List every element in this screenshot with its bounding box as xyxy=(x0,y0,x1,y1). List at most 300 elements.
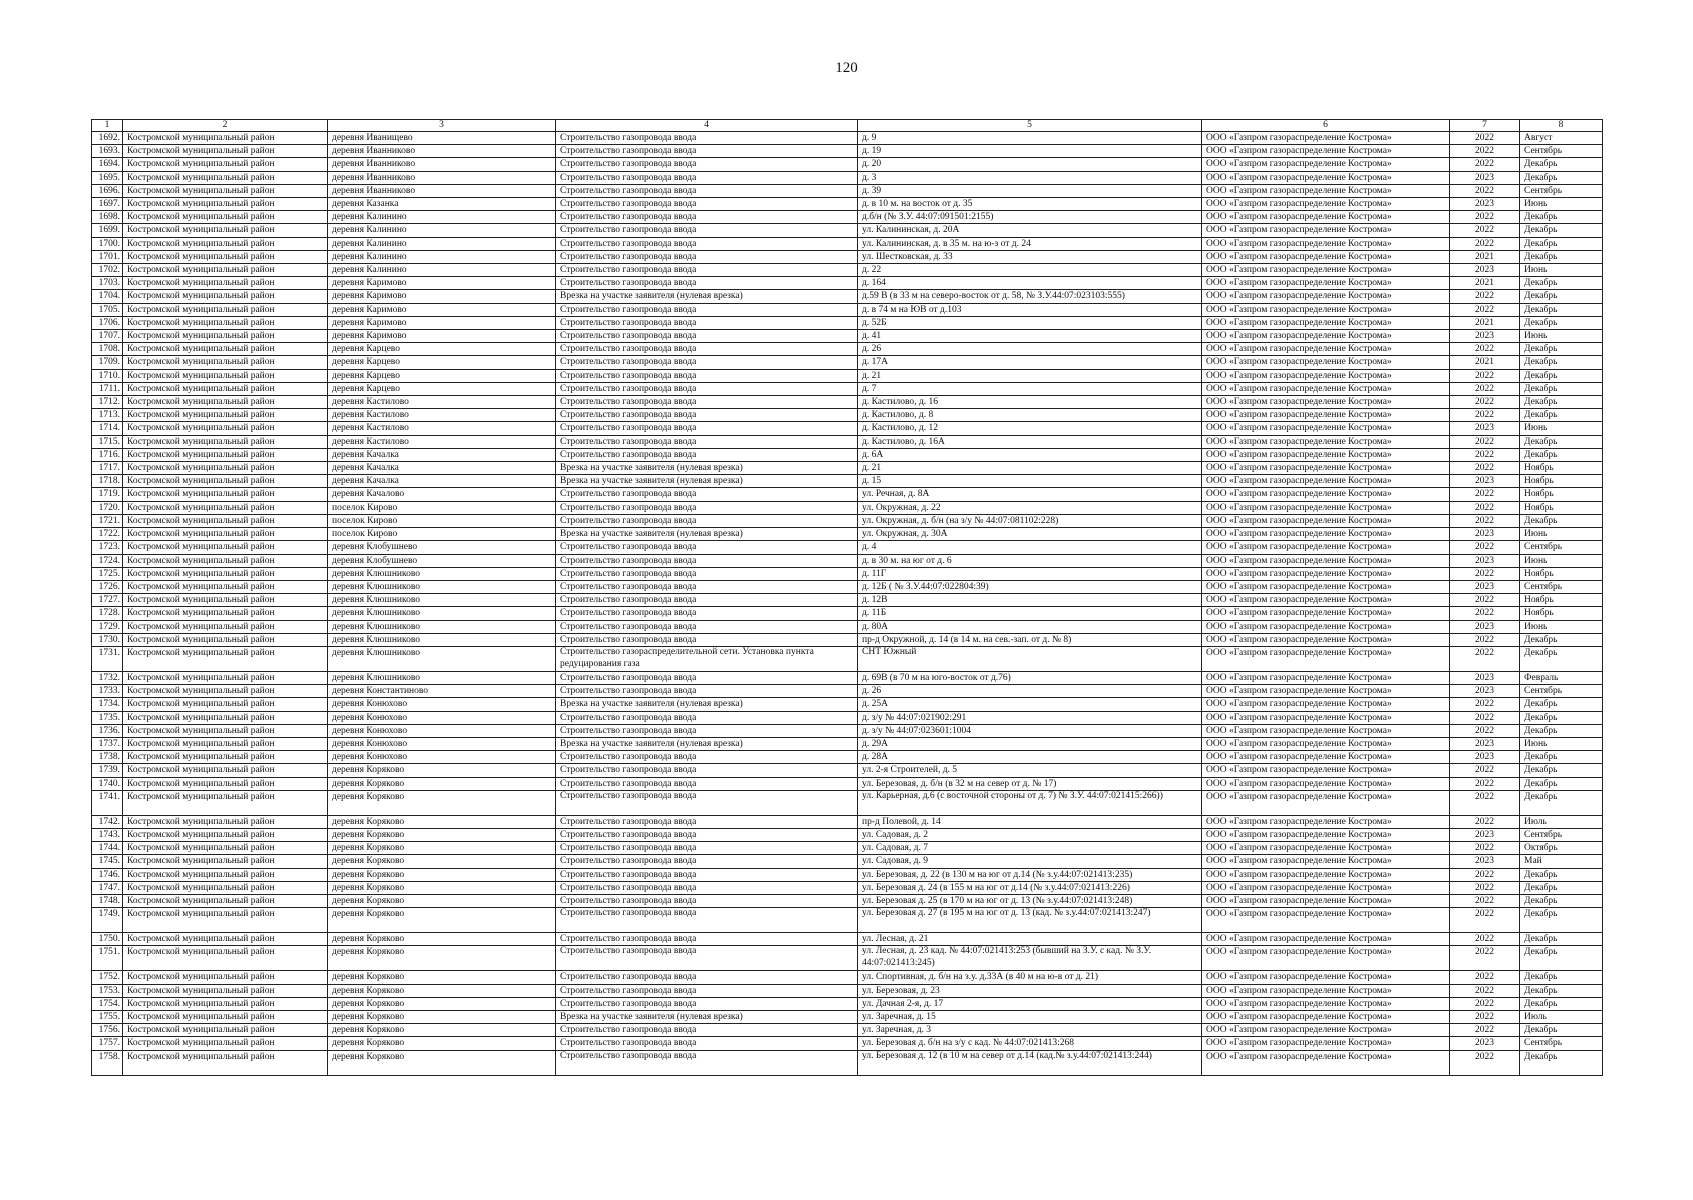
organization-cell: ООО «Газпром газораспределение Кострома» xyxy=(1202,777,1450,790)
district-cell: Костромской муниципальный район xyxy=(123,475,328,488)
month-cell: Ноябрь xyxy=(1520,462,1603,475)
settlement-cell: деревня Коряково xyxy=(328,764,556,777)
row-number: 1698. xyxy=(92,211,123,224)
address-cell: ул. Речная, д. 8А xyxy=(858,488,1202,501)
organization-cell: ООО «Газпром газораспределение Кострома» xyxy=(1202,594,1450,607)
year-cell: 2023 xyxy=(1450,855,1520,868)
row-number: 1697. xyxy=(92,198,123,211)
organization-cell: ООО «Газпром газораспределение Кострома» xyxy=(1202,171,1450,184)
address-cell: д. 15 xyxy=(858,475,1202,488)
address-cell: д. з/у № 44:07:021902:291 xyxy=(858,711,1202,724)
address-cell: д.б/н (№ З.У. 44:07:091501:2155) xyxy=(858,211,1202,224)
table-row xyxy=(92,737,1603,750)
month-cell: Июнь xyxy=(1520,554,1603,567)
row-number: 1742. xyxy=(92,815,123,828)
settlement-cell: деревня Кастилово xyxy=(328,422,556,435)
address-cell: д. 11Б xyxy=(858,607,1202,620)
settlement-cell: деревня Коряково xyxy=(328,790,556,815)
table-row xyxy=(92,580,1603,593)
table-row xyxy=(92,997,1603,1010)
organization-cell: ООО «Газпром газораспределение Кострома» xyxy=(1202,237,1450,250)
settlement-cell: деревня Каримово xyxy=(328,330,556,343)
organization-cell: ООО «Газпром газораспределение Кострома» xyxy=(1202,501,1450,514)
year-cell: 2022 xyxy=(1450,633,1520,646)
table-row xyxy=(92,567,1603,580)
organization-cell: ООО «Газпром газораспределение Кострома» xyxy=(1202,528,1450,541)
year-cell: 2022 xyxy=(1450,567,1520,580)
year-cell: 2022 xyxy=(1450,514,1520,527)
column-header: 7 xyxy=(1450,120,1520,132)
month-cell: Сентябрь xyxy=(1520,145,1603,158)
month-cell: Декабрь xyxy=(1520,764,1603,777)
work-type-cell: Строительство газопровода ввода xyxy=(556,343,858,356)
month-cell: Декабрь xyxy=(1520,868,1603,881)
year-cell: 2021 xyxy=(1450,316,1520,329)
organization-cell: ООО «Газпром газораспределение Кострома» xyxy=(1202,514,1450,527)
district-cell: Костромской муниципальный район xyxy=(123,1010,328,1023)
organization-cell: ООО «Газпром газораспределение Кострома» xyxy=(1202,946,1450,971)
year-cell: 2022 xyxy=(1450,777,1520,790)
year-cell: 2023 xyxy=(1450,751,1520,764)
month-cell: Ноябрь xyxy=(1520,567,1603,580)
organization-cell: ООО «Газпром газораспределение Кострома» xyxy=(1202,724,1450,737)
district-cell: Костромской муниципальный район xyxy=(123,514,328,527)
settlement-cell: деревня Коряково xyxy=(328,997,556,1010)
row-number: 1749. xyxy=(92,908,123,933)
month-cell: Декабрь xyxy=(1520,514,1603,527)
address-cell: ул. Березовая, д. б/н (в 32 м на север от д. № 17) xyxy=(858,777,1202,790)
work-type-cell: Строительство газопровода ввода xyxy=(556,514,858,527)
year-cell: 2021 xyxy=(1450,356,1520,369)
district-cell: Костромской муниципальный район xyxy=(123,881,328,894)
month-cell: Декабрь xyxy=(1520,224,1603,237)
district-cell: Костромской муниципальный район xyxy=(123,462,328,475)
month-cell: Июнь xyxy=(1520,528,1603,541)
table-body xyxy=(92,132,1603,1076)
settlement-cell: деревня Иванниково xyxy=(328,171,556,184)
month-cell: Декабрь xyxy=(1520,751,1603,764)
address-cell: д. 20 xyxy=(858,158,1202,171)
row-number: 1696. xyxy=(92,184,123,197)
work-type-cell: Строительство газопровода ввода xyxy=(556,881,858,894)
district-cell: Костромской муниципальный район xyxy=(123,448,328,461)
district-cell: Костромской муниципальный район xyxy=(123,777,328,790)
district-cell: Костромской муниципальный район xyxy=(123,488,328,501)
work-type-cell: Строительство газопровода ввода xyxy=(556,607,858,620)
table-row xyxy=(92,343,1603,356)
row-number: 1711. xyxy=(92,382,123,395)
month-cell: Декабрь xyxy=(1520,790,1603,815)
work-type-cell: Строительство газопровода ввода xyxy=(556,132,858,145)
work-type-cell: Строительство газопровода ввода xyxy=(556,764,858,777)
organization-cell: ООО «Газпром газораспределение Кострома» xyxy=(1202,132,1450,145)
month-cell: Декабрь xyxy=(1520,724,1603,737)
address-cell: д. 29А xyxy=(858,737,1202,750)
year-cell: 2022 xyxy=(1450,842,1520,855)
row-number: 1727. xyxy=(92,594,123,607)
organization-cell: ООО «Газпром газораспределение Кострома» xyxy=(1202,158,1450,171)
month-cell: Декабрь xyxy=(1520,250,1603,263)
organization-cell: ООО «Газпром газораспределение Кострома» xyxy=(1202,815,1450,828)
table-row xyxy=(92,435,1603,448)
row-number: 1732. xyxy=(92,671,123,684)
settlement-cell: деревня Иванниково xyxy=(328,145,556,158)
row-number: 1724. xyxy=(92,554,123,567)
year-cell: 2022 xyxy=(1450,894,1520,907)
settlement-cell: деревня Иванищево xyxy=(328,132,556,145)
month-cell: Сентябрь xyxy=(1520,541,1603,554)
year-cell: 2022 xyxy=(1450,488,1520,501)
year-cell: 2022 xyxy=(1450,435,1520,448)
address-cell: д. Кастилово, д. 16А xyxy=(858,435,1202,448)
month-cell: Декабрь xyxy=(1520,158,1603,171)
district-cell: Костромской муниципальный район xyxy=(123,711,328,724)
table-row xyxy=(92,946,1603,971)
work-type-cell: Строительство газопровода ввода xyxy=(556,356,858,369)
year-cell: 2023 xyxy=(1450,1037,1520,1050)
year-cell: 2022 xyxy=(1450,946,1520,971)
column-header: 2 xyxy=(123,120,328,132)
work-type-cell: Строительство газопровода ввода xyxy=(556,908,858,933)
organization-cell: ООО «Газпром газораспределение Кострома» xyxy=(1202,737,1450,750)
year-cell: 2022 xyxy=(1450,343,1520,356)
organization-cell: ООО «Газпром газораспределение Кострома» xyxy=(1202,330,1450,343)
table-row xyxy=(92,501,1603,514)
year-cell: 2022 xyxy=(1450,933,1520,946)
row-number: 1751. xyxy=(92,946,123,971)
month-cell: Декабрь xyxy=(1520,409,1603,422)
address-cell: ул. Калининская, д. в 35 м. на ю-з от д. 24 xyxy=(858,237,1202,250)
address-cell: СНТ Южный xyxy=(858,646,1202,671)
settlement-cell: деревня Клюшниково xyxy=(328,646,556,671)
year-cell: 2022 xyxy=(1450,868,1520,881)
work-type-cell: Строительство газопровода ввода xyxy=(556,984,858,997)
district-cell: Костромской муниципальный район xyxy=(123,828,328,841)
year-cell: 2023 xyxy=(1450,580,1520,593)
year-cell: 2023 xyxy=(1450,671,1520,684)
month-cell: Июнь xyxy=(1520,737,1603,750)
address-cell: ул. Березовая, д. 23 xyxy=(858,984,1202,997)
settlement-cell: деревня Коряково xyxy=(328,1024,556,1037)
work-type-cell: Строительство газопровода ввода xyxy=(556,751,858,764)
settlement-cell: деревня Коряково xyxy=(328,842,556,855)
organization-cell: ООО «Газпром газораспределение Кострома» xyxy=(1202,462,1450,475)
column-header: 5 xyxy=(858,120,1202,132)
settlement-cell: деревня Кастилово xyxy=(328,435,556,448)
month-cell: Декабрь xyxy=(1520,633,1603,646)
address-cell: ул. Спортивная, д. б/н на з.у. д.33А (в 40 м на ю-в от д. 21) xyxy=(858,971,1202,984)
district-cell: Костромской муниципальный район xyxy=(123,541,328,554)
row-number: 1738. xyxy=(92,751,123,764)
organization-cell: ООО «Газпром газораспределение Кострома» xyxy=(1202,475,1450,488)
year-cell: 2022 xyxy=(1450,1024,1520,1037)
row-number: 1755. xyxy=(92,1010,123,1023)
address-cell: д. 39 xyxy=(858,184,1202,197)
work-type-cell: Строительство газопровода ввода xyxy=(556,554,858,567)
district-cell: Костромской муниципальный район xyxy=(123,132,328,145)
district-cell: Костромской муниципальный район xyxy=(123,316,328,329)
row-number: 1715. xyxy=(92,435,123,448)
table-row xyxy=(92,868,1603,881)
year-cell: 2022 xyxy=(1450,224,1520,237)
settlement-cell: деревня Конюхово xyxy=(328,724,556,737)
year-cell: 2021 xyxy=(1450,277,1520,290)
district-cell: Костромской муниципальный район xyxy=(123,1050,328,1075)
district-cell: Костромской муниципальный район xyxy=(123,815,328,828)
settlement-cell: деревня Карцево xyxy=(328,356,556,369)
month-cell: Декабрь xyxy=(1520,396,1603,409)
year-cell: 2023 xyxy=(1450,828,1520,841)
table-row xyxy=(92,984,1603,997)
work-type-cell: Строительство газопровода ввода xyxy=(556,777,858,790)
address-cell: ул. Березовая д. б/н на з/у с кад. № 44:07:021413:268 xyxy=(858,1037,1202,1050)
organization-cell: ООО «Газпром газораспределение Кострома» xyxy=(1202,997,1450,1010)
address-cell: ул. Калининская, д. 20А xyxy=(858,224,1202,237)
work-type-cell: Строительство газопровода ввода xyxy=(556,933,858,946)
district-cell: Костромской муниципальный район xyxy=(123,724,328,737)
district-cell: Костромской муниципальный район xyxy=(123,842,328,855)
table-row xyxy=(92,855,1603,868)
year-cell: 2023 xyxy=(1450,422,1520,435)
address-cell: д. Кастилово, д. 12 xyxy=(858,422,1202,435)
address-cell: д. 4 xyxy=(858,541,1202,554)
district-cell: Костромской муниципальный район xyxy=(123,764,328,777)
settlement-cell: деревня Коряково xyxy=(328,777,556,790)
year-cell: 2023 xyxy=(1450,171,1520,184)
month-cell: Июнь xyxy=(1520,330,1603,343)
row-number: 1699. xyxy=(92,224,123,237)
district-cell: Костромской муниципальный район xyxy=(123,620,328,633)
settlement-cell: деревня Иванниково xyxy=(328,158,556,171)
row-number: 1747. xyxy=(92,881,123,894)
year-cell: 2022 xyxy=(1450,184,1520,197)
row-number: 1700. xyxy=(92,237,123,250)
month-cell: Декабрь xyxy=(1520,908,1603,933)
work-type-cell: Строительство газопровода ввода xyxy=(556,855,858,868)
address-cell: ул. Березовая д. 25 (в 170 м на юг от д. 13 (№ з.у.44:07:021413:248) xyxy=(858,894,1202,907)
organization-cell: ООО «Газпром газораспределение Кострома» xyxy=(1202,764,1450,777)
district-cell: Костромской муниципальный район xyxy=(123,946,328,971)
table-row xyxy=(92,198,1603,211)
work-type-cell: Строительство газопровода ввода xyxy=(556,184,858,197)
district-cell: Костромской муниципальный район xyxy=(123,264,328,277)
settlement-cell: деревня Кастилово xyxy=(328,409,556,422)
address-cell: д. 3 xyxy=(858,171,1202,184)
table-row xyxy=(92,290,1603,303)
month-cell: Сентябрь xyxy=(1520,828,1603,841)
header-row xyxy=(92,120,1603,132)
row-number: 1710. xyxy=(92,369,123,382)
work-type-cell: Строительство газопровода ввода xyxy=(556,946,858,971)
district-cell: Костромской муниципальный район xyxy=(123,1037,328,1050)
organization-cell: ООО «Газпром газораспределение Кострома» xyxy=(1202,698,1450,711)
organization-cell: ООО «Газпром газораспределение Кострома» xyxy=(1202,369,1450,382)
work-type-cell: Строительство газопровода ввода xyxy=(556,277,858,290)
row-number: 1703. xyxy=(92,277,123,290)
year-cell: 2023 xyxy=(1450,737,1520,750)
month-cell: Декабрь xyxy=(1520,303,1603,316)
table-row xyxy=(92,594,1603,607)
organization-cell: ООО «Газпром газораспределение Кострома» xyxy=(1202,211,1450,224)
row-number: 1709. xyxy=(92,356,123,369)
district-cell: Костромской муниципальный район xyxy=(123,435,328,448)
address-cell: ул. Садовая, д. 9 xyxy=(858,855,1202,868)
month-cell: Ноябрь xyxy=(1520,488,1603,501)
month-cell: Сентябрь xyxy=(1520,580,1603,593)
district-cell: Костромской муниципальный район xyxy=(123,343,328,356)
table-row xyxy=(92,554,1603,567)
organization-cell: ООО «Газпром газораспределение Кострома» xyxy=(1202,894,1450,907)
settlement-cell: деревня Калинино xyxy=(328,211,556,224)
year-cell: 2022 xyxy=(1450,1010,1520,1023)
month-cell: Декабрь xyxy=(1520,997,1603,1010)
address-cell: д. 12В xyxy=(858,594,1202,607)
table-row xyxy=(92,303,1603,316)
work-type-cell: Строительство газопровода ввода xyxy=(556,396,858,409)
organization-cell: ООО «Газпром газораспределение Кострома» xyxy=(1202,277,1450,290)
district-cell: Костромской муниципальный район xyxy=(123,633,328,646)
settlement-cell: деревня Клюшниково xyxy=(328,633,556,646)
year-cell: 2022 xyxy=(1450,132,1520,145)
settlement-cell: деревня Коряково xyxy=(328,1037,556,1050)
row-number: 1705. xyxy=(92,303,123,316)
year-cell: 2023 xyxy=(1450,264,1520,277)
district-cell: Костромской муниципальный район xyxy=(123,303,328,316)
month-cell: Июнь xyxy=(1520,198,1603,211)
organization-cell: ООО «Газпром газораспределение Кострома» xyxy=(1202,971,1450,984)
table-header xyxy=(92,120,1603,132)
district-cell: Костромской муниципальный район xyxy=(123,145,328,158)
organization-cell: ООО «Газпром газораспределение Кострома» xyxy=(1202,1037,1450,1050)
row-number: 1730. xyxy=(92,633,123,646)
work-type-cell: Строительство газопровода ввода xyxy=(556,711,858,724)
table-row xyxy=(92,264,1603,277)
settlement-cell: деревня Карцево xyxy=(328,369,556,382)
district-cell: Костромской муниципальный район xyxy=(123,369,328,382)
district-cell: Костромской муниципальный район xyxy=(123,277,328,290)
work-type-cell: Строительство газопровода ввода xyxy=(556,790,858,815)
address-cell: ул. Березовая д. 27 (в 195 м на юг от д. 13 (кад. № з.у.44:07:021413:247) xyxy=(858,908,1202,933)
table-row xyxy=(92,528,1603,541)
row-number: 1707. xyxy=(92,330,123,343)
settlement-cell: деревня Конюхово xyxy=(328,737,556,750)
district-cell: Костромской муниципальный район xyxy=(123,171,328,184)
year-cell: 2023 xyxy=(1450,528,1520,541)
address-cell: ул. Садовая, д. 7 xyxy=(858,842,1202,855)
address-cell: пр-д Полевой, д. 14 xyxy=(858,815,1202,828)
row-number: 1719. xyxy=(92,488,123,501)
row-number: 1743. xyxy=(92,828,123,841)
organization-cell: ООО «Газпром газораспределение Кострома» xyxy=(1202,620,1450,633)
settlement-cell: деревня Карцево xyxy=(328,382,556,395)
organization-cell: ООО «Газпром газораспределение Кострома» xyxy=(1202,711,1450,724)
table-row xyxy=(92,488,1603,501)
organization-cell: ООО «Газпром газораспределение Кострома» xyxy=(1202,303,1450,316)
table-row xyxy=(92,685,1603,698)
address-cell: д. 80А xyxy=(858,620,1202,633)
address-cell: д. в 74 м на ЮВ от д.103 xyxy=(858,303,1202,316)
address-cell: ул. Лесная, д. 21 xyxy=(858,933,1202,946)
work-type-cell: Строительство газопровода ввода xyxy=(556,541,858,554)
row-number: 1723. xyxy=(92,541,123,554)
year-cell: 2021 xyxy=(1450,250,1520,263)
row-number: 1717. xyxy=(92,462,123,475)
table-row xyxy=(92,541,1603,554)
row-number: 1726. xyxy=(92,580,123,593)
work-type-cell: Строительство газопровода ввода xyxy=(556,264,858,277)
district-cell: Костромской муниципальный район xyxy=(123,868,328,881)
settlement-cell: деревня Коряково xyxy=(328,868,556,881)
work-type-cell: Врезка на участке заявителя (нулевая врезка) xyxy=(556,475,858,488)
table-row xyxy=(92,409,1603,422)
month-cell: Декабрь xyxy=(1520,1050,1603,1075)
district-cell: Костромской муниципальный район xyxy=(123,567,328,580)
address-cell: ул. Окружная, д. 30А xyxy=(858,528,1202,541)
organization-cell: ООО «Газпром газораспределение Кострома» xyxy=(1202,881,1450,894)
work-type-cell: Строительство газопровода ввода xyxy=(556,1050,858,1075)
address-cell: ул. Садовая, д. 2 xyxy=(858,828,1202,841)
settlement-cell: деревня Клюшниково xyxy=(328,671,556,684)
table-row xyxy=(92,145,1603,158)
year-cell: 2022 xyxy=(1450,409,1520,422)
row-number: 1753. xyxy=(92,984,123,997)
address-cell: д. в 10 м. на восток от д. 35 xyxy=(858,198,1202,211)
settlement-cell: деревня Качалка xyxy=(328,475,556,488)
work-type-cell: Строительство газопровода ввода xyxy=(556,303,858,316)
year-cell: 2022 xyxy=(1450,145,1520,158)
year-cell: 2023 xyxy=(1450,475,1520,488)
row-number: 1746. xyxy=(92,868,123,881)
settlement-cell: деревня Качалка xyxy=(328,448,556,461)
month-cell: Декабрь xyxy=(1520,277,1603,290)
table-row xyxy=(92,277,1603,290)
year-cell: 2022 xyxy=(1450,908,1520,933)
table-row xyxy=(92,1024,1603,1037)
row-number: 1733. xyxy=(92,685,123,698)
table-row xyxy=(92,396,1603,409)
district-cell: Костромской муниципальный район xyxy=(123,790,328,815)
organization-cell: ООО «Газпром газораспределение Кострома» xyxy=(1202,646,1450,671)
row-number: 1721. xyxy=(92,514,123,527)
settlement-cell: деревня Каримово xyxy=(328,290,556,303)
settlement-cell: деревня Иванниково xyxy=(328,184,556,197)
work-type-cell: Врезка на участке заявителя (нулевая врезка) xyxy=(556,290,858,303)
work-type-cell: Строительство газопровода ввода xyxy=(556,724,858,737)
table-row xyxy=(92,1050,1603,1075)
table-row xyxy=(92,777,1603,790)
column-header: 1 xyxy=(92,120,123,132)
year-cell: 2022 xyxy=(1450,211,1520,224)
month-cell: Июнь xyxy=(1520,422,1603,435)
work-type-cell: Строительство газопровода ввода xyxy=(556,211,858,224)
column-header: 4 xyxy=(556,120,858,132)
settlement-cell: поселок Кирово xyxy=(328,514,556,527)
organization-cell: ООО «Газпром газораспределение Кострома» xyxy=(1202,751,1450,764)
month-cell: Декабрь xyxy=(1520,237,1603,250)
settlement-cell: деревня Качалово xyxy=(328,488,556,501)
year-cell: 2022 xyxy=(1450,881,1520,894)
month-cell: Декабрь xyxy=(1520,711,1603,724)
settlement-cell: деревня Коряково xyxy=(328,815,556,828)
organization-cell: ООО «Газпром газораспределение Кострома» xyxy=(1202,633,1450,646)
month-cell: Декабрь xyxy=(1520,1024,1603,1037)
year-cell: 2022 xyxy=(1450,984,1520,997)
row-number: 1756. xyxy=(92,1024,123,1037)
row-number: 1757. xyxy=(92,1037,123,1050)
settlement-cell: деревня Коряково xyxy=(328,894,556,907)
address-cell: ул. Заречная, д. 15 xyxy=(858,1010,1202,1023)
organization-cell: ООО «Газпром газораспределение Кострома» xyxy=(1202,224,1450,237)
